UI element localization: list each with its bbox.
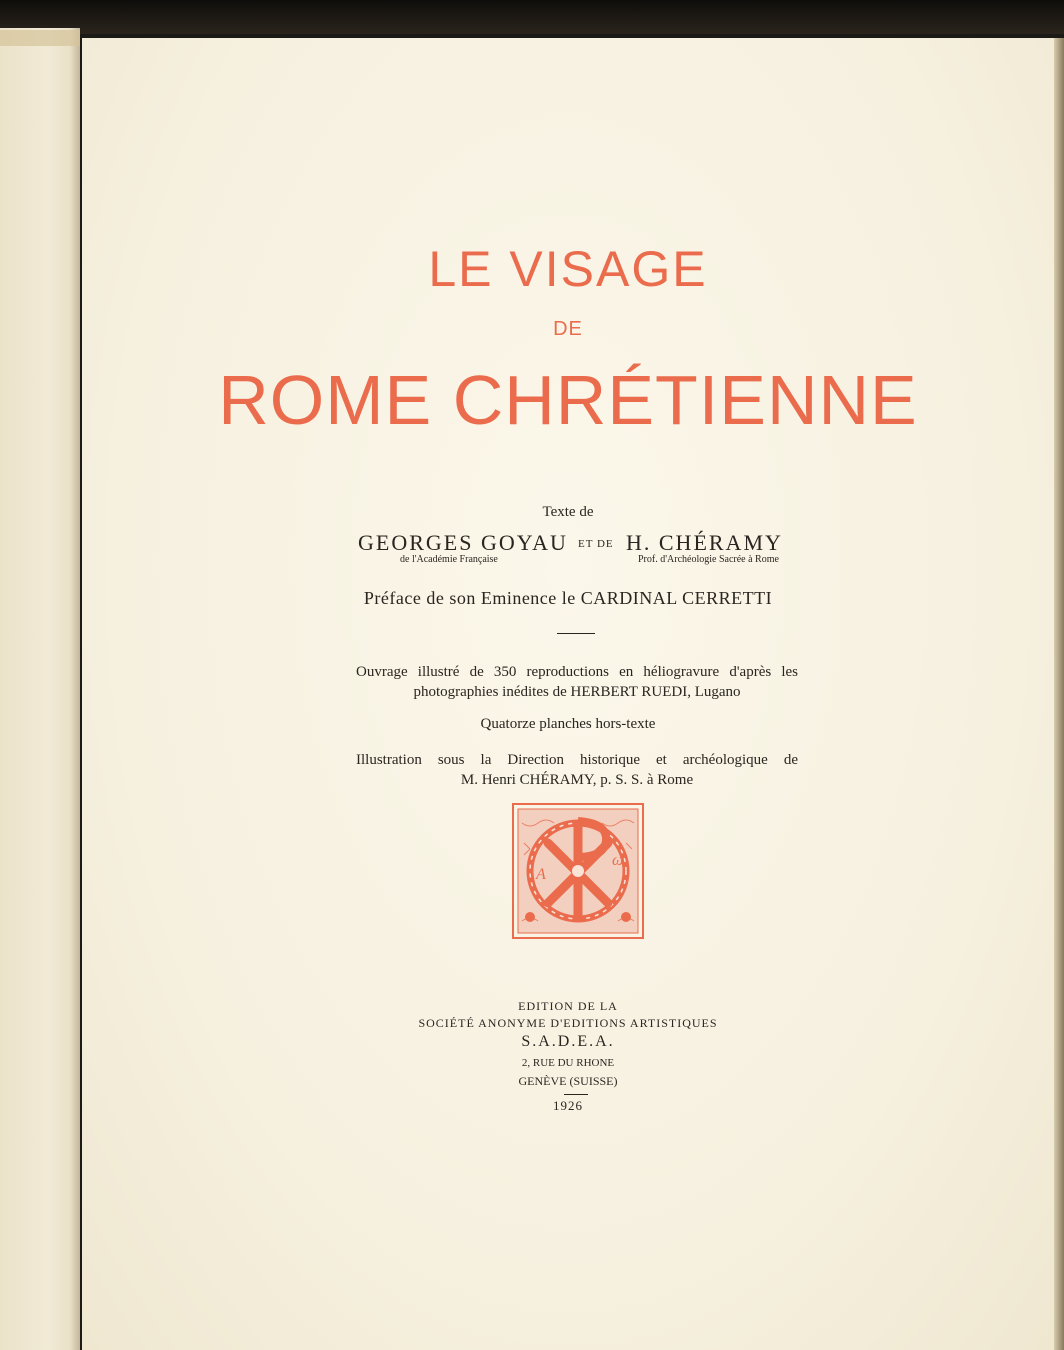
alpha-letter: A xyxy=(536,866,546,883)
author-1-name: GEORGES GOYAU xyxy=(358,530,568,555)
author-2-name: H. CHÉRAMY xyxy=(626,530,783,555)
chi-rho-monogram-icon xyxy=(512,803,644,939)
year-rule xyxy=(564,1094,588,1095)
title-line-2: DE xyxy=(553,318,583,340)
title-page xyxy=(82,38,1054,1350)
author-1-affiliation: de l'Académie Française xyxy=(400,554,498,565)
publisher-line-1: EDITION DE LA xyxy=(518,999,618,1013)
authors-connector: ET DE xyxy=(578,538,614,550)
direction-line-2: M. Henri CHÉRAMY, p. S. S. à Rome xyxy=(460,772,694,788)
divider-rule xyxy=(557,633,595,634)
publisher-line-2: SOCIÉTÉ ANONYME D'EDITIONS ARTISTIQUES xyxy=(418,1016,718,1030)
illustration-description xyxy=(356,662,798,702)
preface-line: Préface de son Eminence le CARDINAL CERRETTI xyxy=(363,588,773,608)
author-2-affiliation: Prof. d'Archéologie Sacrée à Rome xyxy=(638,554,779,565)
title-line-3: ROME CHRÉTIENNE xyxy=(218,361,918,439)
publication-year: 1926 xyxy=(553,1098,583,1113)
binding-tape xyxy=(0,30,80,46)
authors-intro: Texte de xyxy=(542,504,594,520)
description-line-2: photographies inédites de HERBERT RUEDI, Lugano xyxy=(413,684,741,700)
omega-letter: ω xyxy=(612,852,624,869)
description-line-1: Ouvrage illustré de 350 reproductions en héliogravure d'après les xyxy=(356,664,798,680)
book-top-edge xyxy=(0,0,1064,34)
publisher-city: GENÈVE (SUISSE) xyxy=(518,1074,618,1088)
direction-line-1: Illustration sous la Direction historique et archéologique de xyxy=(356,752,798,768)
spine-shadow xyxy=(70,28,80,1350)
left-page-edge xyxy=(0,28,80,1350)
publisher-abbreviation: S.A.D.E.A. xyxy=(521,1033,615,1050)
right-page-edge xyxy=(1054,38,1064,1350)
direction-description xyxy=(356,750,798,790)
plates-note: Quatorze planches hors-texte xyxy=(480,716,656,732)
title-line-1: LE VISAGE xyxy=(428,241,708,297)
publisher-address: 2, RUE DU RHONE xyxy=(521,1057,615,1069)
